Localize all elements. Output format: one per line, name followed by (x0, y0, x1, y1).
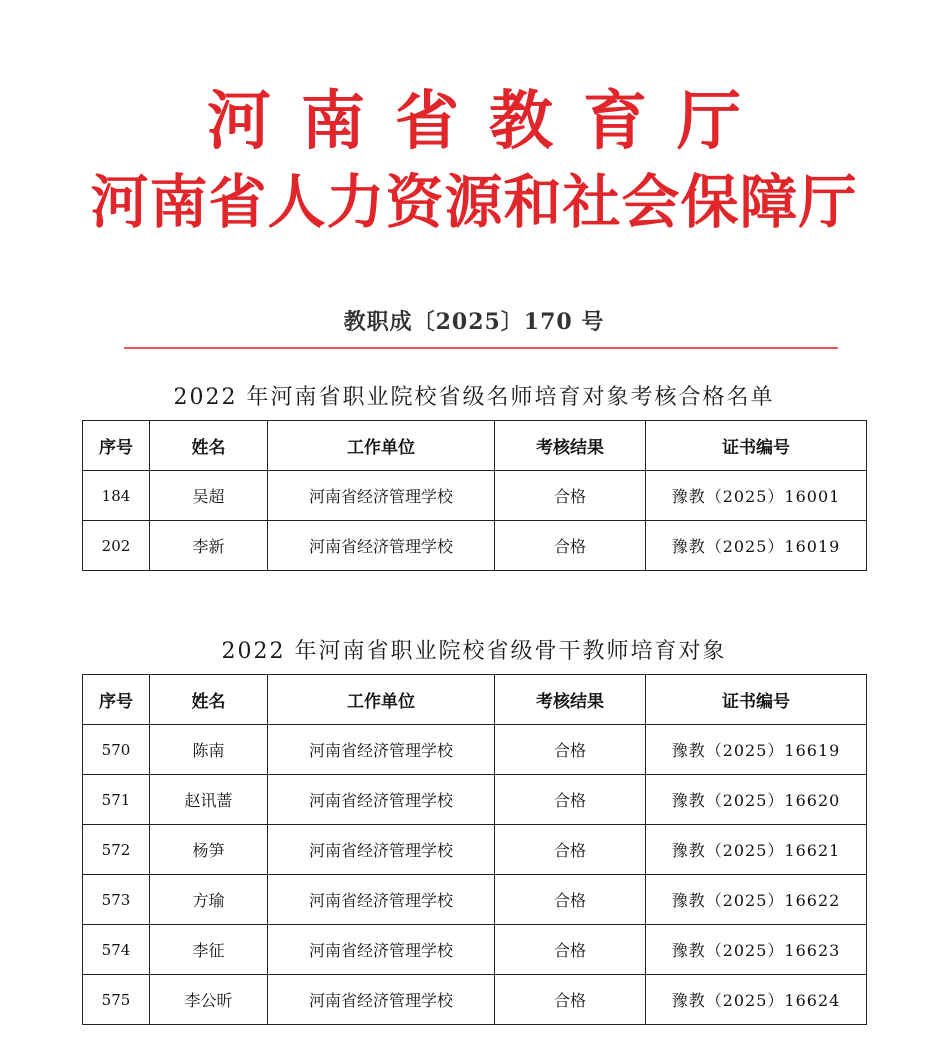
column-header-result: 考核结果 (495, 421, 646, 471)
document-number: 教职成〔2025〕170 号 (343, 309, 605, 335)
cell-serial: 572 (83, 825, 150, 875)
cell-certificate: 豫教（2025）16621 (646, 825, 867, 875)
table-row (83, 725, 867, 775)
table-row (83, 471, 867, 521)
cell-serial: 575 (83, 975, 150, 1025)
cell-unit: 河南省经济管理学校 (268, 725, 495, 775)
cell-result: 合格 (495, 975, 646, 1025)
cell-result: 合格 (495, 471, 646, 521)
cell-result: 合格 (495, 925, 646, 975)
cell-unit: 河南省经济管理学校 (268, 825, 495, 875)
cell-result: 合格 (495, 825, 646, 875)
famous-teachers-table (82, 420, 867, 571)
issuer-title-education-dept: 河南省教育厅 (207, 84, 771, 159)
column-header-unit: 工作单位 (268, 421, 495, 471)
cell-certificate: 豫教（2025）16622 (646, 875, 867, 925)
cell-unit: 河南省经济管理学校 (268, 925, 495, 975)
cell-name: 方瑜 (150, 875, 268, 925)
issuer-title-hrss-dept: 河南省人力资源和社会保障厅 (90, 168, 858, 236)
cell-certificate: 豫教（2025）16624 (646, 975, 867, 1025)
cell-unit: 河南省经济管理学校 (268, 471, 495, 521)
cell-unit: 河南省经济管理学校 (268, 521, 495, 571)
cell-result: 合格 (495, 725, 646, 775)
table-row (83, 925, 867, 975)
table-row (83, 521, 867, 571)
cell-result: 合格 (495, 875, 646, 925)
cell-name: 吴超 (150, 471, 268, 521)
column-header-name: 姓名 (150, 675, 268, 725)
cell-serial: 571 (83, 775, 150, 825)
cell-name: 李公昕 (150, 975, 268, 1025)
column-header-certificate: 证书编号 (646, 675, 867, 725)
cell-certificate: 豫教（2025）16619 (646, 725, 867, 775)
column-header-certificate: 证书编号 (646, 421, 867, 471)
cell-serial: 570 (83, 725, 150, 775)
table-row (83, 875, 867, 925)
cell-certificate: 豫教（2025）16620 (646, 775, 867, 825)
section-title-key-teachers: 2022 年河南省职业院校省级骨干教师培育对象 (221, 639, 727, 664)
cell-unit: 河南省经济管理学校 (268, 875, 495, 925)
cell-result: 合格 (495, 775, 646, 825)
cell-unit: 河南省经济管理学校 (268, 775, 495, 825)
cell-name: 李新 (150, 521, 268, 571)
column-header-serial: 序号 (83, 675, 150, 725)
table-row (83, 825, 867, 875)
table-row (83, 975, 867, 1025)
column-header-serial: 序号 (83, 421, 150, 471)
key-teachers-table (82, 674, 867, 1025)
cell-unit: 河南省经济管理学校 (268, 975, 495, 1025)
cell-serial: 202 (83, 521, 150, 571)
cell-certificate: 豫教（2025）16019 (646, 521, 867, 571)
cell-name: 李征 (150, 925, 268, 975)
table-row (83, 775, 867, 825)
cell-serial: 184 (83, 471, 150, 521)
column-header-unit: 工作单位 (268, 675, 495, 725)
cell-serial: 573 (83, 875, 150, 925)
table-header-row (83, 421, 867, 471)
cell-name: 赵讯蔷 (150, 775, 268, 825)
section-title-famous-teachers: 2022 年河南省职业院校省级名师培育对象考核合格名单 (173, 385, 775, 410)
cell-name: 杨笋 (150, 825, 268, 875)
cell-result: 合格 (495, 521, 646, 571)
column-header-result: 考核结果 (495, 675, 646, 725)
table-header-row (83, 675, 867, 725)
column-header-name: 姓名 (150, 421, 268, 471)
cell-certificate: 豫教（2025）16001 (646, 471, 867, 521)
cell-serial: 574 (83, 925, 150, 975)
red-divider-line (124, 347, 838, 349)
cell-certificate: 豫教（2025）16623 (646, 925, 867, 975)
cell-name: 陈南 (150, 725, 268, 775)
